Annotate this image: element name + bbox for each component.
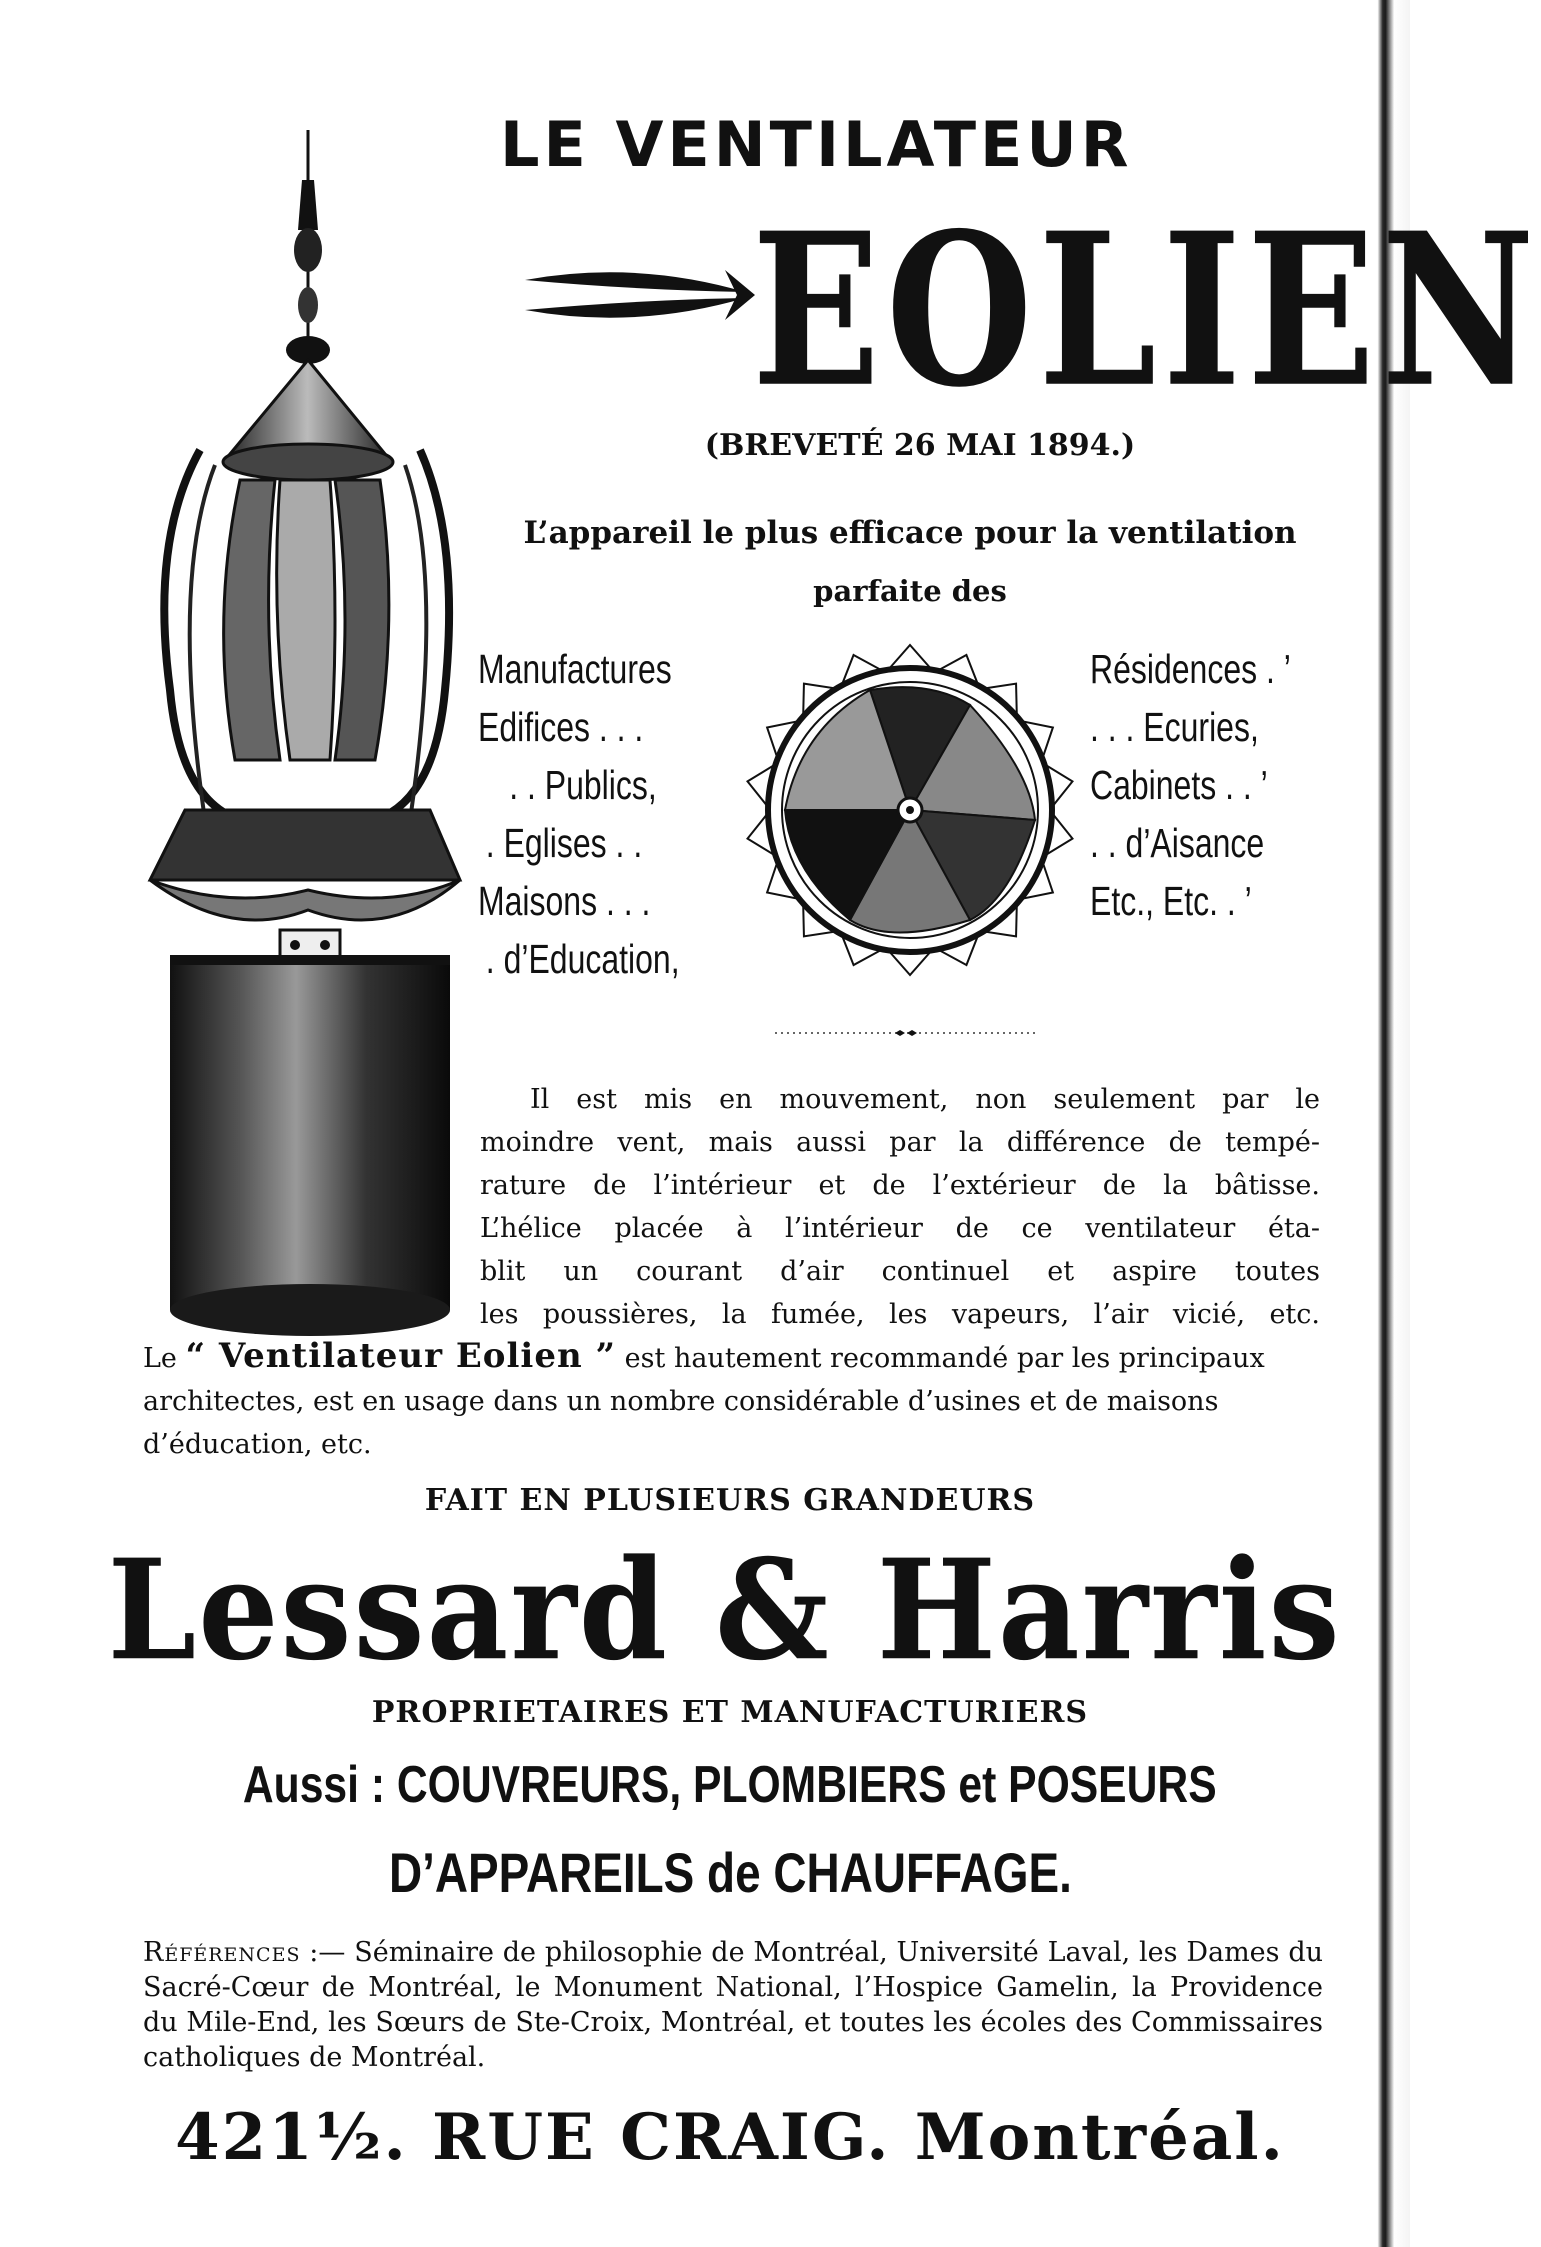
uses-item: Etc., Etc. . ’: [1090, 878, 1252, 924]
company-name-text: Lessard & Harris: [107, 1529, 1343, 1692]
uses-list-right: [1090, 640, 1316, 930]
ventilator-illustration: [130, 120, 480, 1350]
uses-item: Edifices . . .: [478, 704, 644, 750]
description-line: moindre vent, mais aussi par la différence de tempé-: [480, 1127, 1320, 1158]
services-line-1-text: Aussi : COUVREURS, PLOMBIERS et POSEURS: [243, 1756, 1217, 1814]
description-paragraph-2: [143, 1335, 1323, 1466]
company-role: PROPRIETAIRES ET MANUFACTURIERS: [371, 1695, 1089, 1730]
uses-item: Manufactures: [478, 646, 672, 692]
title-eolien-text: EOLIEN: [752, 186, 1541, 434]
references: [143, 1935, 1323, 2075]
uses-item: Cabinets . . ’: [1090, 762, 1268, 808]
dotted-divider: [775, 1030, 1035, 1036]
references-text: :— Séminaire de philosophie de Montréal, Université Laval, les Dames du Sacré-Cœur de Montréal, le Monument National, l’Hospice Gamelin, la Providence du Mile-End, les Sœurs de Ste-Croix, Montréal, et toutes les écoles des Commissaires catholiques de Montréal.: [143, 1937, 1323, 2073]
references-label: Références: [143, 1937, 301, 1968]
title-eolien: [752, 186, 1541, 434]
description-line: les poussières, la fumée, les vapeurs, l’air vicié, etc.: [480, 1299, 1320, 1330]
uses-item: . . . Ecuries,: [1090, 704, 1259, 750]
uses-item: . . d’Aisance: [1090, 820, 1265, 866]
uses-list-left: [478, 640, 720, 988]
patent-date: (BREVETÉ 26 MAI 1894.): [704, 428, 1136, 463]
fan-wheel-illustration: [745, 640, 1075, 980]
product-name: “ Ventilateur Eolien ”: [185, 1336, 617, 1376]
description-line: L’hélice placée à l’intérieur de ce ventilateur éta-: [480, 1213, 1320, 1244]
sizes-line: FAIT EN PLUSIEURS GRANDEURS: [424, 1483, 1036, 1518]
arrow-ornament-icon: [515, 250, 755, 340]
description-line: Il est mis en mouvement, non seulement par le: [530, 1084, 1320, 1115]
services-line-1: [120, 1755, 1340, 1815]
description-line: rature de l’intérieur et de l’extérieur de la bâtisse.: [480, 1170, 1320, 1201]
uses-item: . . Publics,: [509, 762, 657, 808]
title-line-1: LE VENTILATEUR: [500, 108, 1133, 181]
p2-prefix: Le: [143, 1343, 177, 1374]
company-name: [107, 1529, 1343, 1692]
services-line-2: [120, 1840, 1340, 1905]
uses-item: Résidences . ’: [1090, 646, 1291, 692]
address: 421½. RUE CRAIG. Montréal.: [175, 2100, 1285, 2175]
lead-line-1: L’appareil le plus efficace pour la ventilation: [523, 515, 1297, 551]
p2-rest: est hautement recommandé par les principaux architectes, est en usage dans un nombre considérable d’usines et de maisons d’éducation, etc.: [143, 1343, 1265, 1460]
services-line-2-text: D’APPAREILS de CHAUFFAGE.: [388, 1841, 1072, 1904]
uses-item: . Eglises . .: [485, 820, 643, 866]
uses-item: Maisons . . .: [478, 878, 651, 924]
description-paragraph-1: [480, 1078, 1320, 1336]
uses-item: . d’Education,: [485, 936, 680, 982]
description-line: blit un courant d’air continuel et aspire toutes: [480, 1256, 1320, 1287]
lead-line-2: parfaite des: [813, 574, 1007, 608]
